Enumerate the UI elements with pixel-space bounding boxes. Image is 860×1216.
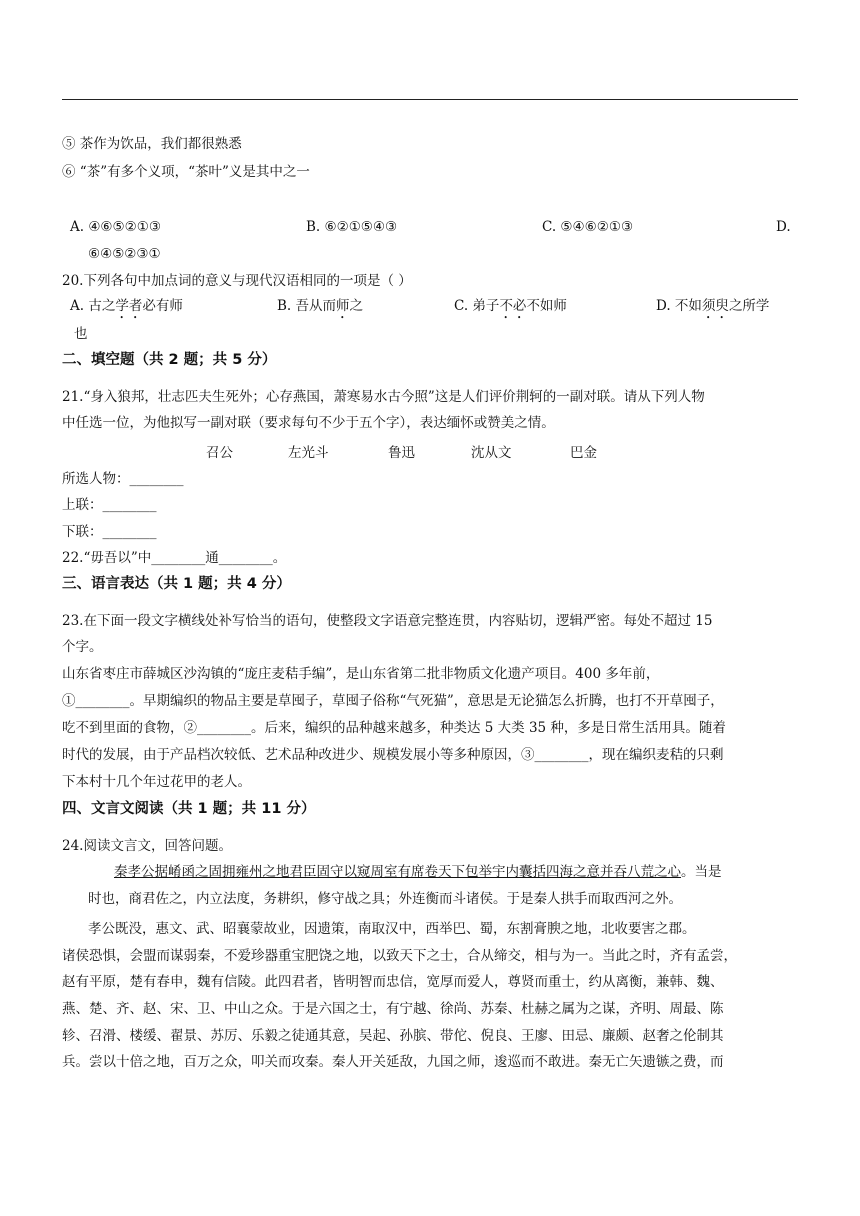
q20-option-d: D. 不如须臾之所学: [656, 298, 770, 314]
passage-para-2-line-5: 轸、召滑、楼缓、翟景、苏厉、乐毅之徒通其意，吴起、孙膑、带佗、倪良、王廖、田忌、廉颇、赵奢之伦制其: [62, 1028, 724, 1044]
name-option-1: 召公: [206, 445, 233, 461]
passage-para-1: 秦孝公据崤函之固拥雍州之地君臣固守以窥周室有席卷天下包举宇内囊括四海之意并吞八荒之心。当是: [114, 864, 722, 880]
q21-line-1: 21.“身入狼邦，壮志匹夫生死外；心存燕国，萧寒易水古今照”这是人们评价荆轲的一副对联。请从下列人物: [62, 389, 705, 405]
q21-line-2: 中任选一位，为他拟写一副对联（要求每句不少于五个字），表达缅怀或赞美之情。: [62, 415, 555, 431]
upper-couplet-field: 上联：________: [62, 497, 157, 513]
q20-a-dotted: 学者: [115, 298, 143, 314]
underlined-sentence: 秦孝公据崤函之固拥雍州之地君臣固守以窥周室有席卷天下包举宇内囊括四海之意并吞八荒之心: [114, 864, 681, 880]
q20-option-c: C. 弟子不必不如师: [454, 298, 567, 314]
q20-b-dotted: 师: [336, 298, 350, 314]
q20-d-dotted: 须臾: [701, 298, 729, 314]
q20-stem: 20.下列各句中加点词的意义与现代汉语相同的一项是（ ）: [62, 273, 412, 289]
section-2-title: 二、填空题（共 2 题；共 5 分）: [62, 352, 277, 368]
q24-stem: 24.阅读文言文，回答问题。: [62, 838, 232, 854]
q20-option-a: A. 古之学者必有师: [70, 298, 183, 314]
passage-para-1-line-2: 时也，商君佐之，内立法度，务耕织，修守战之具；外连衡而斗诸侯。于是秦人拱手而取西河之外。: [88, 891, 682, 907]
q19-option-a: A. ④⑥⑤②①③: [70, 219, 161, 235]
q19-option-c: C. ⑤④⑥②①③: [542, 219, 634, 235]
name-option-5: 巴金: [570, 445, 597, 461]
q23-passage-line-3: 吃不到里面的食物，②________。后来，编织的品种越来越多，种类达 5 大类 35 种，多是日常生活用具。随着: [62, 720, 726, 736]
q23-passage-line-5: 下本村十几个年过花甲的老人。: [62, 774, 251, 790]
passage-para-2-line-4: 燕、楚、齐、赵、宋、卫、中山之众。于是六国之士，有宁越、徐尚、苏秦、杜赫之属为之谋，齐明、周最、陈: [62, 1001, 724, 1017]
q20-c-dotted: 不必: [499, 298, 527, 314]
q23-passage-line-1: 山东省枣庄市薛城区沙沟镇的“庞庄麦秸手编”，是山东省第二批非物质文化遗产项目。400 多年前，: [62, 666, 660, 682]
q23-passage-line-4: 时代的发展，由于产品档次较低、艺术品种改进少、规模发展小等多种原因，③________，现在编织麦秸的只剩: [62, 747, 724, 763]
passage-para-2-line-3: 赵有平原，楚有春申，魏有信陵。此四君者，皆明智而忠信，宽厚而爱人，尊贤而重士，约从离衡，兼韩、魏、: [62, 974, 724, 990]
q19-option-d: D.: [776, 219, 791, 235]
section-3-title: 三、语言表达（共 1 题；共 4 分）: [62, 576, 291, 592]
header-rule: [62, 99, 798, 100]
chosen-person-field: 所选人物：________: [62, 471, 184, 487]
q23-passage-line-2: ①________。早期编织的物品主要是草囤子，草囤子俗称“气死猫”，意思是无论猫怎么折腾，也打不开草囤子，: [62, 693, 724, 709]
q19-option-d-text: ⑥④⑤②③①: [88, 246, 161, 262]
passage-para-2-line-2: 诸侯恐惧，会盟而谋弱秦，不爱珍器重宝肥饶之地，以致天下之士，合从缔交，相与为一。当此之时，齐有孟尝，: [62, 948, 737, 964]
passage-para-2-line-6: 兵。尝以十倍之地，百万之众，叩关而攻秦。秦人开关延敌，九国之师，逡巡而不敢进。秦无亡矢遗镞之费，而: [62, 1054, 724, 1070]
name-option-3: 鲁迅: [388, 445, 415, 461]
q22: 22.“毋吾以”中________通________。: [62, 550, 287, 566]
name-option-4: 沈从文: [471, 445, 512, 461]
q19-item-6: ⑥ “茶”有多个义项，“茶叶”义是其中之一: [62, 164, 310, 180]
lower-couplet-field: 下联：________: [62, 524, 157, 540]
q23-line-1: 23.在下面一段文字横线处补写恰当的语句，使整段文字语意完整连贯，内容贴切，逻辑严密。每处不超过 15: [62, 613, 713, 629]
q19-option-b: B. ⑥②①⑤④③: [306, 219, 398, 235]
q20-option-d-wrap: 也: [74, 326, 88, 342]
q19-item-5: ⑤ 茶作为饮品，我们都很熟悉: [62, 136, 242, 152]
q23-line-2: 个字。: [62, 639, 103, 655]
passage-para-2-line-1: 孝公既没，惠文、武、昭襄蒙故业，因遗策，南取汉中，西举巴、蜀，东割膏腴之地，北收要害之郡。: [88, 921, 696, 937]
q20-option-b: B. 吾从而师之: [277, 298, 364, 314]
name-option-2: 左光斗: [288, 445, 329, 461]
section-4-title: 四、文言文阅读（共 1 题；共 11 分）: [62, 801, 316, 817]
